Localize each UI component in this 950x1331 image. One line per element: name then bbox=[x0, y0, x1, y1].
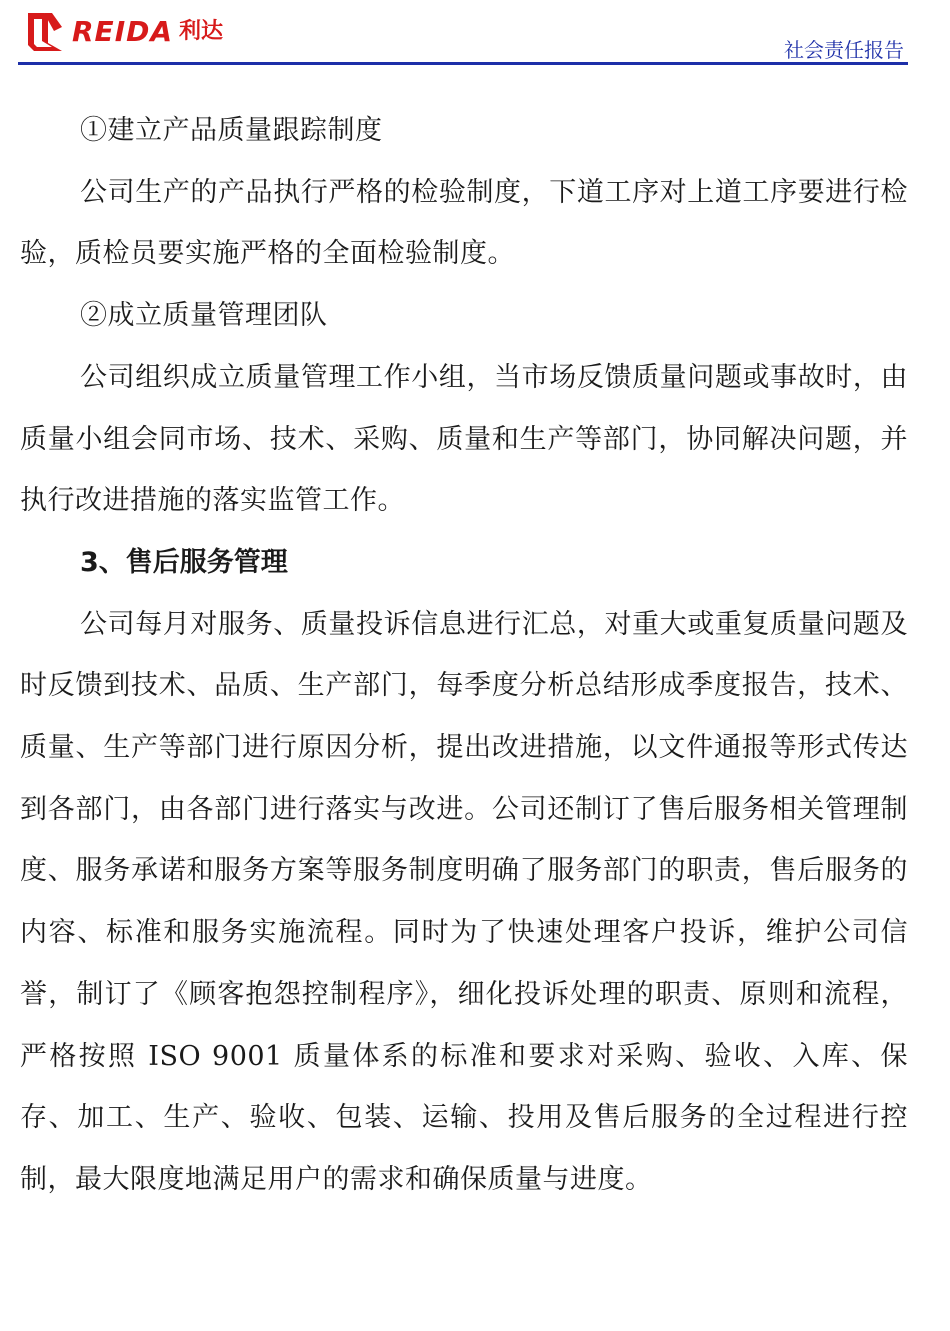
company-logo bbox=[22, 8, 223, 56]
document-body bbox=[20, 100, 908, 1211]
logo-wordmark: REIDA bbox=[72, 15, 174, 48]
item1-paragraph: 公司生产的产品执行严格的检验制度，下道工序对上道工序要进行检验，质检员要实施严格的全面检验制度。 bbox=[20, 176, 908, 270]
page-header bbox=[0, 0, 950, 68]
header-divider bbox=[18, 62, 908, 65]
logo-chinese-name: 利达 bbox=[179, 19, 224, 44]
reida-logo-icon bbox=[22, 9, 68, 55]
item1-title: ①建立产品质量跟踪制度 bbox=[80, 115, 383, 146]
report-title: 社会责任报告 bbox=[784, 38, 904, 62]
item2-title: ②成立质量管理团队 bbox=[80, 300, 328, 332]
section3-paragraph: 公司每月对服务、质量投诉信息进行汇总，对重大或重复质量问题及时反馈到技术、品质、生产部门，每季度分析总结形成季度报告，技术、质量、生产等部门进行原因分析，提出改进措施，以文件通报等形式传达到各部门，由各部门进行落实与改进。公司还制订了售后服务相关管理制度、服务承诺和服务方案等服务制度明确了服务部门的职责，售后服务的内容、标准和服务实施流程。同时为了快速处理客户投诉，维护公司信誉，制订了《顾客抱怨控制程序》，细化投诉处理的职责、原则和流程，严格按照 ISO 9001 质量体系的标准和要求对采购、验收、入库、保存、加工、生产、验收、包装、运输、投用及售后服务的全过程进行控制，最大限度地满足用户的需求和确保质量与进度。 bbox=[20, 608, 908, 1195]
item2-paragraph: 公司组织成立质量管理工作小组，当市场反馈质量问题或事故时，由质量小组会同市场、技术、采购、质量和生产等部门，协同解决问题，并执行改进措施的落实监管工作。 bbox=[20, 361, 908, 517]
section-heading: 3、售后服务管理 bbox=[80, 546, 288, 578]
